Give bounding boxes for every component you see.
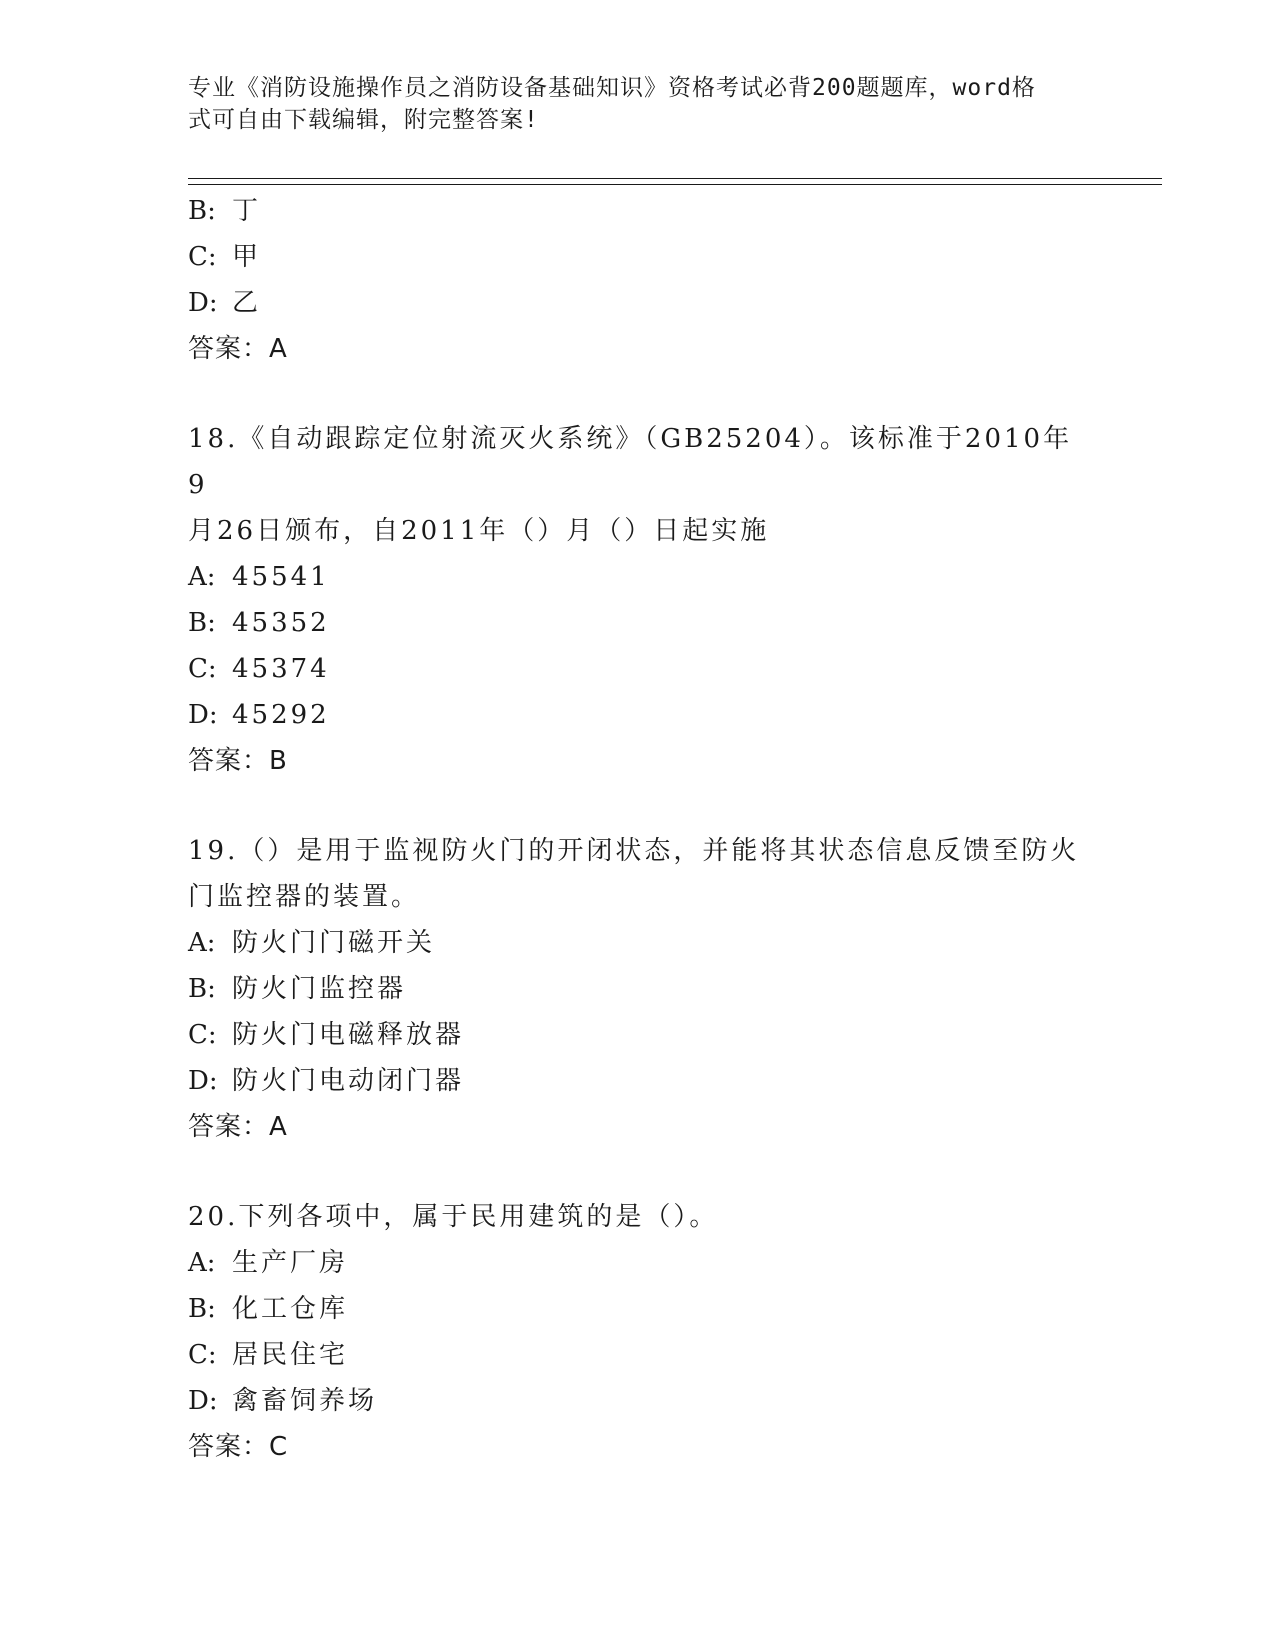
option-c bbox=[188, 1012, 1088, 1058]
option-text: 生产厂房 bbox=[232, 1248, 349, 1278]
option-b bbox=[188, 966, 1088, 1012]
question-stem-line: 月26日颁布，自2011年（）月（）日起实施 bbox=[188, 516, 770, 546]
document-header bbox=[188, 72, 1078, 136]
option-letter: B: bbox=[188, 1294, 216, 1324]
option-letter: D: bbox=[188, 700, 218, 730]
option-text: 45541 bbox=[232, 562, 330, 592]
question-block-20 bbox=[188, 1194, 1088, 1470]
option-c bbox=[188, 1332, 1088, 1378]
option-letter: B: bbox=[188, 196, 216, 226]
question-stem-line: 20.下列各项中，属于民用建筑的是（）。 bbox=[188, 1202, 719, 1232]
answer-line: 答案：B bbox=[188, 746, 288, 776]
option-d bbox=[188, 1378, 1088, 1424]
option-letter: A: bbox=[188, 562, 216, 592]
option-letter: C: bbox=[188, 1020, 217, 1050]
option-d bbox=[188, 280, 1088, 326]
question-stem-line: 18.《自动跟踪定位射流灭火系统》（GB25204）。该标准于2010年9 bbox=[188, 424, 1073, 500]
answer-line: 答案：A bbox=[188, 1112, 288, 1142]
option-text: 45352 bbox=[232, 608, 330, 638]
option-letter: D: bbox=[188, 288, 218, 318]
option-text: 禽畜饲养场 bbox=[232, 1386, 378, 1416]
option-d bbox=[188, 692, 1088, 738]
option-b bbox=[188, 188, 1088, 234]
option-text: 45292 bbox=[232, 700, 330, 730]
option-letter: C: bbox=[188, 654, 217, 684]
option-b bbox=[188, 1286, 1088, 1332]
option-letter: D: bbox=[188, 1066, 218, 1096]
option-text: 防火门门磁开关 bbox=[232, 928, 436, 958]
option-text: 居民住宅 bbox=[232, 1340, 349, 1370]
option-c bbox=[188, 234, 1088, 280]
question-block-19 bbox=[188, 828, 1088, 1150]
option-letter: D: bbox=[188, 1386, 218, 1416]
question-block-partial bbox=[188, 188, 1088, 372]
option-c bbox=[188, 646, 1088, 692]
option-text: 乙 bbox=[232, 288, 262, 318]
option-text: 丁 bbox=[232, 196, 262, 226]
option-b bbox=[188, 600, 1088, 646]
question-stem-line: 门监控器的装置。 bbox=[188, 882, 421, 912]
question-list bbox=[188, 188, 1088, 1470]
option-text: 防火门监控器 bbox=[232, 974, 407, 1004]
question-stem-line: 19.（）是用于监视防火门的开闭状态，并能将其状态信息反馈至防火 bbox=[188, 836, 1080, 866]
header-line-2: 式可自由下载编辑，附完整答案! bbox=[188, 107, 539, 133]
option-a bbox=[188, 554, 1088, 600]
option-letter: B: bbox=[188, 974, 216, 1004]
option-d bbox=[188, 1058, 1088, 1104]
option-text: 甲 bbox=[232, 242, 262, 272]
answer-line: 答案：C bbox=[188, 1432, 289, 1462]
option-letter: C: bbox=[188, 1340, 217, 1370]
option-a bbox=[188, 920, 1088, 966]
option-text: 防火门电动闭门器 bbox=[232, 1066, 465, 1096]
option-text: 防火门电磁释放器 bbox=[232, 1020, 465, 1050]
header-line-1: 专业《消防设施操作员之消防设备基础知识》资格考试必背200题题库，word格 bbox=[188, 75, 1036, 101]
option-text: 45374 bbox=[232, 654, 330, 684]
answer-line: 答案：A bbox=[188, 334, 288, 364]
option-letter: A: bbox=[188, 1248, 216, 1278]
option-letter: C: bbox=[188, 242, 217, 272]
option-letter: A: bbox=[188, 928, 216, 958]
header-divider bbox=[188, 178, 1162, 185]
option-text: 化工仓库 bbox=[232, 1294, 349, 1324]
question-block-18 bbox=[188, 416, 1088, 784]
option-a bbox=[188, 1240, 1088, 1286]
option-letter: B: bbox=[188, 608, 216, 638]
